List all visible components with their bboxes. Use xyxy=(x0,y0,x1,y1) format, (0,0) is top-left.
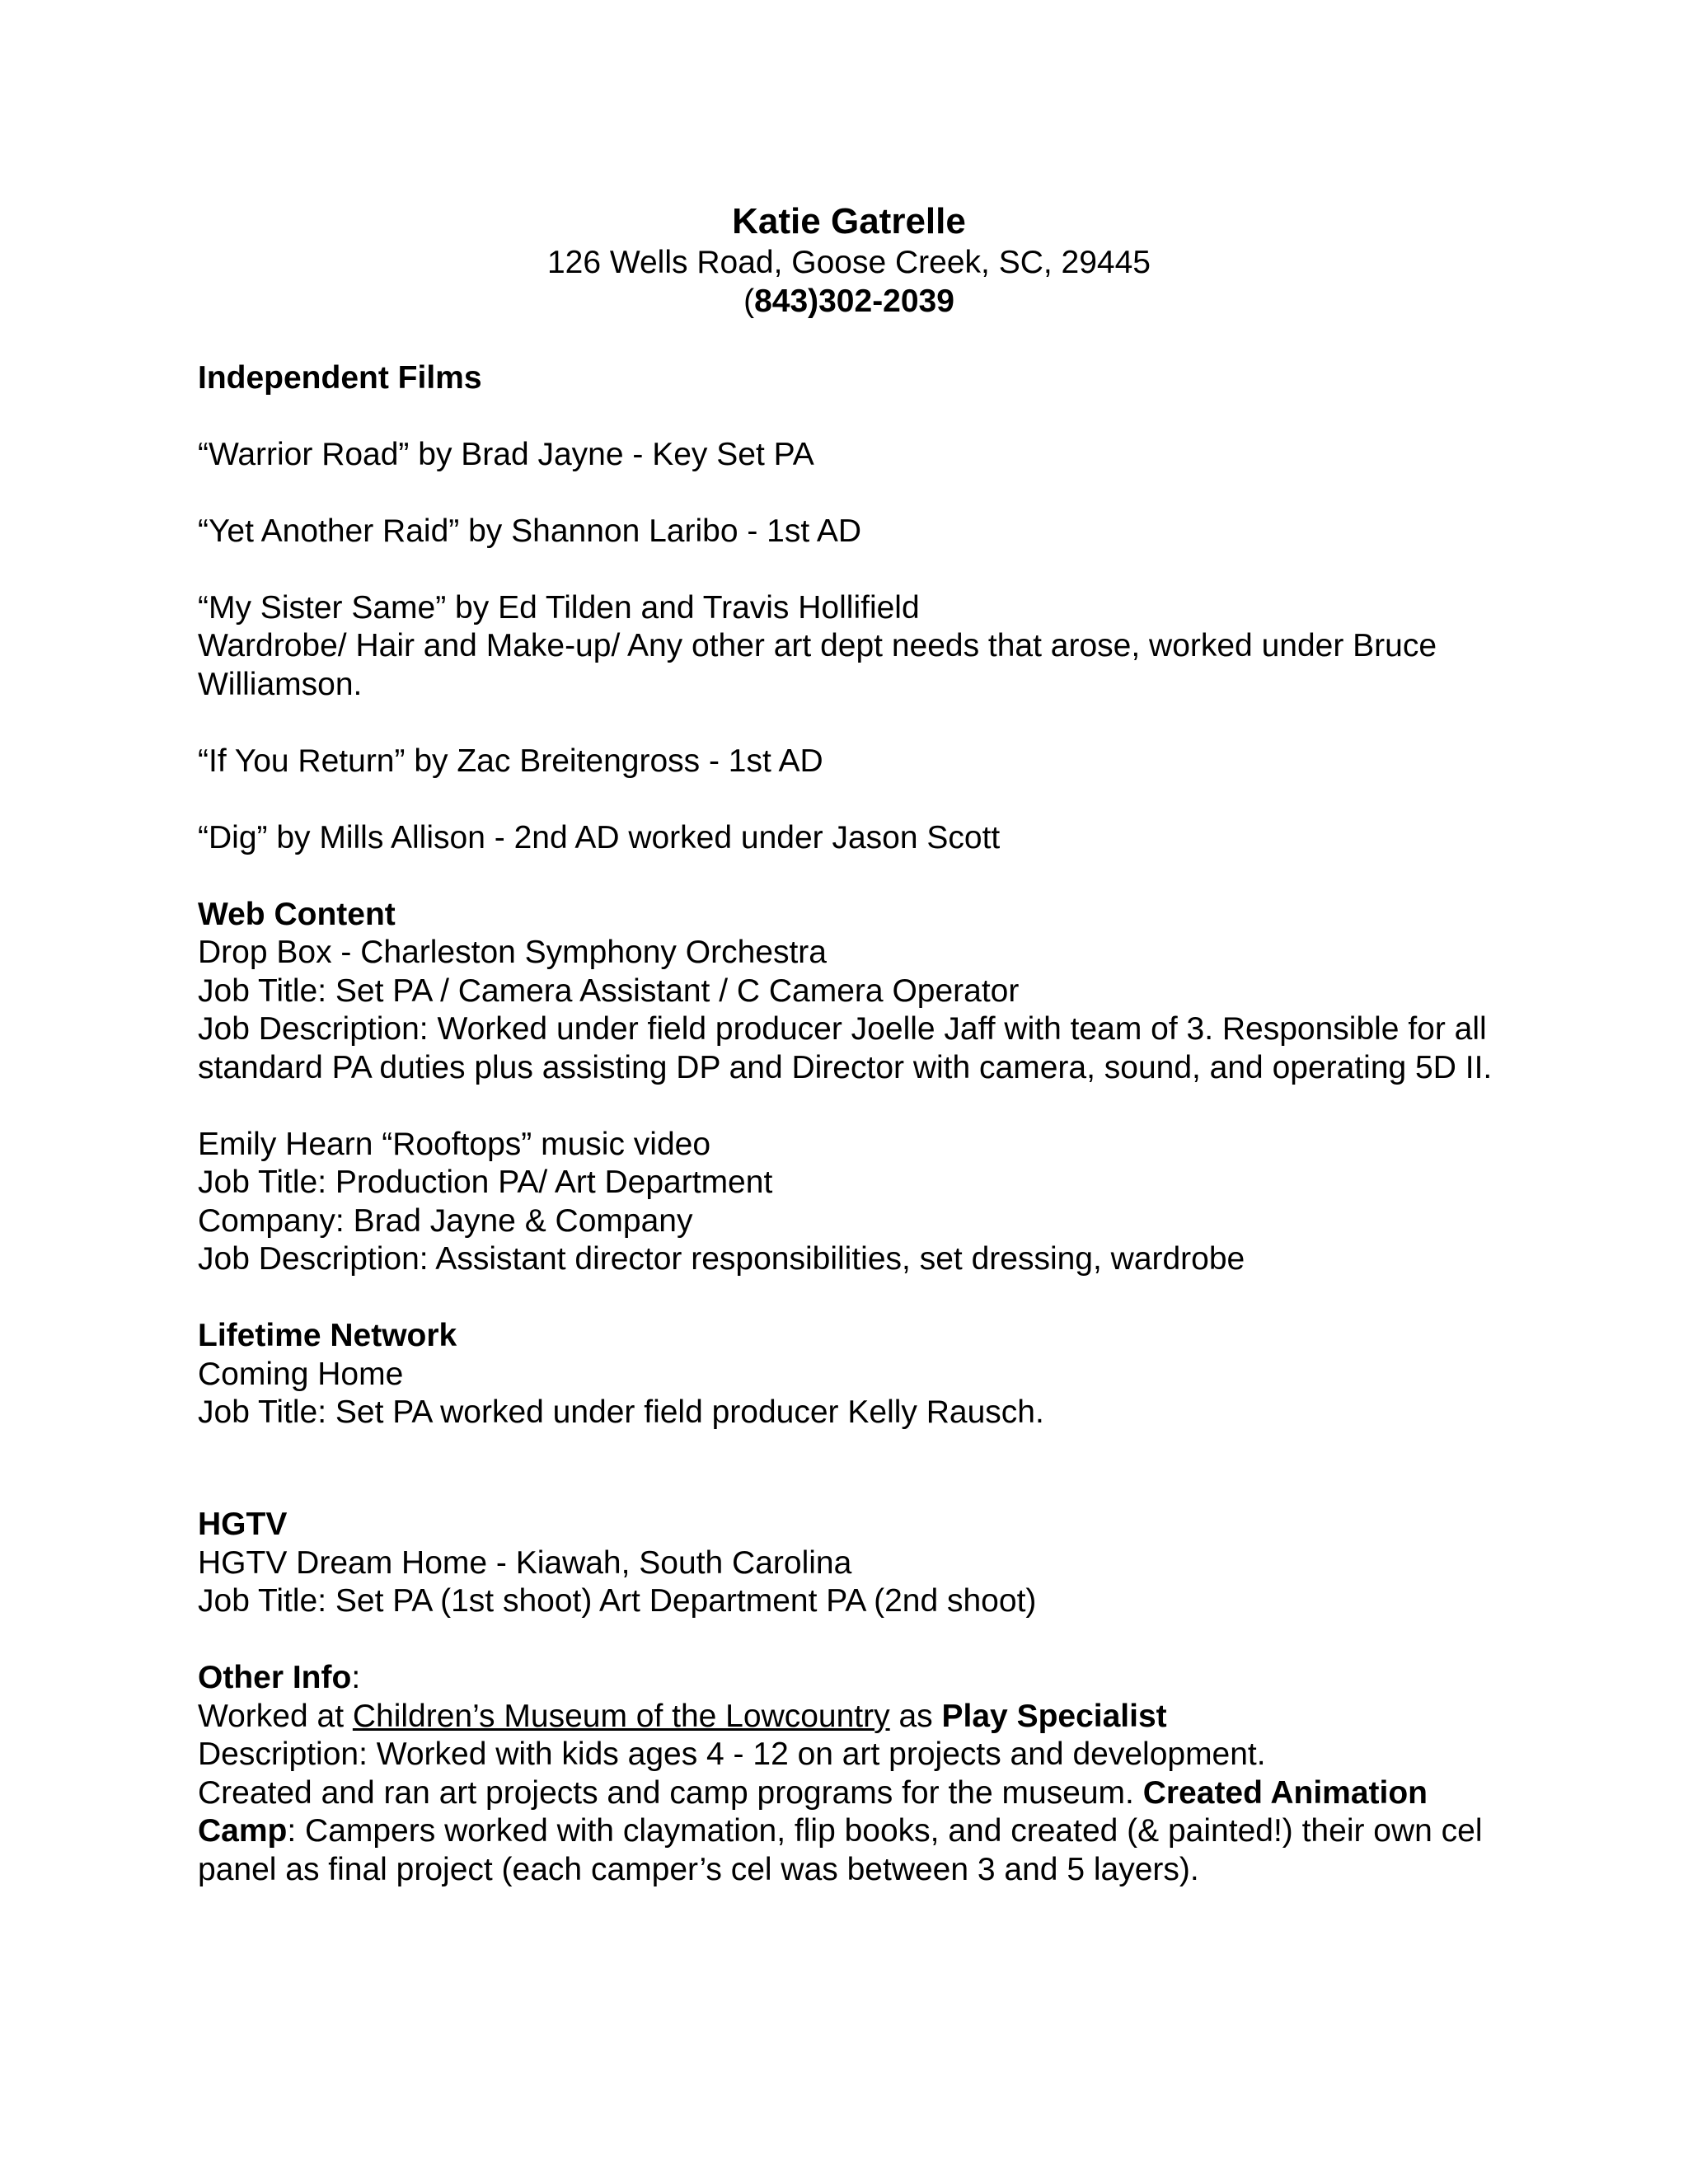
camp-description: : Campers worked with claymation, flip books, and created (& painted!) their own cel panel as final project (each camper’s cel was between 3 and 5 layers). xyxy=(198,1813,1483,1887)
camp-title: Created Animation Camp xyxy=(198,1774,1428,1849)
lifetime-entry-job-title: Job Title: Set PA worked under field producer Kelly Rausch. xyxy=(198,1394,1044,1430)
resume-header xyxy=(198,199,1500,321)
spacer xyxy=(198,1621,1500,1660)
spacer xyxy=(198,321,1500,359)
resume-page xyxy=(198,199,1500,1889)
web-entry-2-job-title: Job Title: Production PA/ Art Department xyxy=(198,1165,773,1200)
web-entry-job-title: Job Title: Set PA / Camera Assistant / C Camera Operator xyxy=(198,972,1020,1009)
other-info-worked-at xyxy=(198,1698,1500,1736)
web-entry-2-job-description: Job Description: Assistant director responsibilities, set dressing, wardrobe xyxy=(198,1241,1245,1277)
phone-paren: ( xyxy=(743,283,755,319)
section-heading-independent-films: Independent Films xyxy=(198,359,482,396)
spacer xyxy=(198,1279,1500,1318)
applicant-address: 126 Wells Road, Goose Creek, SC, 29445 xyxy=(546,245,1151,280)
heading-colon: : xyxy=(351,1660,361,1695)
museum-link[interactable]: Children’s Museum of the Lowcountry xyxy=(352,1698,890,1734)
other-info-camp-paragraph xyxy=(198,1774,1500,1890)
section-heading-other-info: Other Info xyxy=(198,1660,352,1695)
spacer xyxy=(198,474,1500,513)
spacer xyxy=(198,1470,1500,1506)
phone-number: 843)302-2039 xyxy=(754,283,954,319)
section-heading-web-content: Web Content xyxy=(198,896,396,932)
web-entry-job-description: Job Description: Worked under field producer Joelle Jaff with team of 3. Responsible for all standard PA duties plus assisting DP and Director with camera, sound, and operating 5D II. xyxy=(198,1011,1493,1085)
other-info-description: Description: Worked with kids ages 4 - 12 on art projects and development. xyxy=(198,1736,1266,1772)
film-entry-yet-another-raid: “Yet Another Raid” by Shannon Laribo - 1st AD xyxy=(198,513,862,549)
applicant-name: Katie Gatrelle xyxy=(732,201,966,241)
section-heading-hgtv: HGTV xyxy=(198,1507,288,1542)
hgtv-entry-title: HGTV Dream Home - Kiawah, South Carolina xyxy=(198,1544,852,1581)
spacer xyxy=(198,780,1500,819)
applicant-phone xyxy=(198,283,1500,321)
camp-prefix: Created and ran art projects and camp programs for the museum. xyxy=(198,1774,1143,1811)
section-heading-lifetime: Lifetime Network xyxy=(198,1318,457,1353)
spacer xyxy=(198,857,1500,896)
role-title: Play Specialist xyxy=(941,1698,1167,1734)
film-entry-if-you-return: “If You Return” by Zac Breitengross - 1st AD xyxy=(198,743,823,779)
spacer xyxy=(198,704,1500,743)
lifetime-entry-title: Coming Home xyxy=(198,1356,404,1392)
section-heading-other-info-row xyxy=(198,1659,1500,1698)
spacer xyxy=(198,397,1500,436)
spacer xyxy=(198,1087,1500,1126)
web-entry-2-company: Company: Brad Jayne & Company xyxy=(198,1202,693,1239)
hgtv-entry-job-title: Job Title: Set PA (1st shoot) Art Department PA (2nd shoot) xyxy=(198,1583,1037,1619)
spacer xyxy=(198,1432,1500,1471)
web-entry-title: Drop Box - Charleston Symphony Orchestra xyxy=(198,935,827,970)
film-entry-dig: “Dig” by Mills Allison - 2nd AD worked under Jason Scott xyxy=(198,819,1001,855)
film-entry-my-sister-same-role: Wardrobe/ Hair and Make-up/ Any other art dept needs that arose, worked under Bruce Williamson. xyxy=(198,628,1437,702)
spacer xyxy=(198,551,1500,589)
worked-at-prefix: Worked at xyxy=(198,1698,353,1734)
worked-as-text: as xyxy=(889,1698,942,1734)
film-entry-my-sister-same: “My Sister Same” by Ed Tilden and Travis Hollifield xyxy=(198,589,920,626)
film-entry-warrior-road: “Warrior Road” by Brad Jayne - Key Set PA xyxy=(198,436,814,472)
web-entry-2-title: Emily Hearn “Rooftops” music video xyxy=(198,1126,711,1162)
